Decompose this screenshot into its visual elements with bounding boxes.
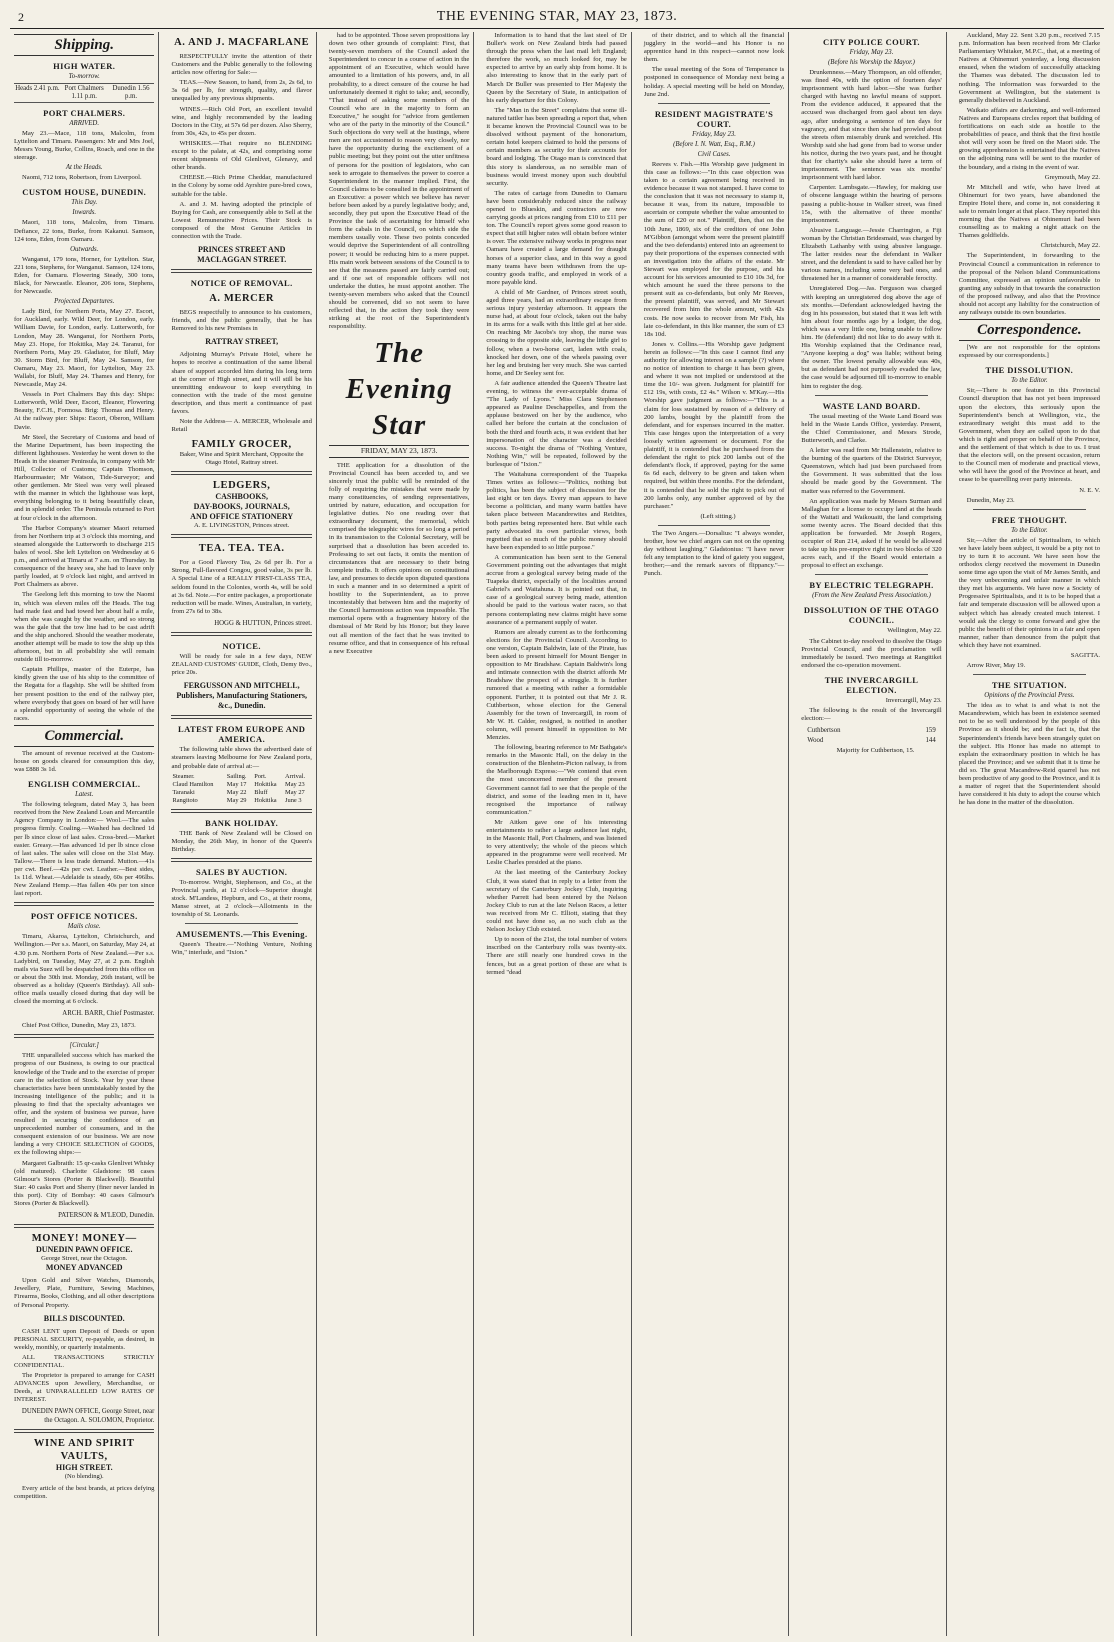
column-1 [10,32,159,1636]
table-cell: Hokitika [254,796,277,804]
wine-advert [14,1437,154,1481]
circular-text: THE unparalleled success which has marked the progress of our Business, is owing to our practical knowledge of the Trade and to the exercise of proper care in the selection of Stock. Year by year these characteristics have been unmistakably tested by the increasing intelligence of the public; and it is pleasing to find that the specialty advantages we offer, and the system of business we pursue, have resulted in securing the confidence of an unprecedented number of consumers, and in the consequent extension of our business. We are now landing a very CHOICE SELECTION of GOODS, ex the following ships:— [14,1052,155,1157]
police-report: Unregistered Dog.—Jas. Ferguson was charged with keeping an unregistered dog above the age of six months.—Defendant acknowledged having the dog in his possession, but stated that it was left with him about four months ago by a lodger, the dog, which was a very little one, being unable to follow him. He (defendant) did not like to do away with it. His Worship explained that the Ordinance read, "Anyone keeping a dog" was liable; without being the owner. The lowest penalty allowable was 40s, but as defendant had not purposely evaded the law, the case would be adjourned till to-morrow to enable him to register the dog. [801,285,942,390]
bank-holiday-heading: BANK HOLIDAY. [205,817,279,828]
whiskies-text: WHISKIES.—That require no BLENDING except to the palate, at 42s, and comprising some recent shipments of Old Glenlivet, Glenavy, and other brands. [171,139,312,172]
stationery-advert [171,479,311,530]
outwards-text: Wanganui, 179 tons, Horner, for Lyttelton. Star, 221 tons, Stephens, for Wanganui. Samson, 124 tons, Eden, for Oamaru. Flowering Steady, 300 tons, Black, for Newcastle. Eleanor, 206 tons, Stephens, for Newcastle. [14,255,155,296]
commercial-telegram: The following telegram, dated May 3, has been received from the New Zealand Loan and Mercantile Agency Company in London:— Wool.—The sales progress firmly. Coaling.—Washed has declined 1d per lb since close of last sales. Cross-bred.—Market easier. Greasy.—Has advanced 1d per lb since close of last sales. The sales will close on the 31st May. Tallow.—There is less trade demand. Mutton.—41s per cwt. Beef.—42s per cwt. Leather.—Best sides, 1s 11d. Wheat.—Adelaide is steady, 60s per 496lbs. New Zealand Hemp.—Has fallen 40s per ton since last report. [14,801,155,898]
table-row [171,781,311,789]
correspondence-heading: Correspondence. [959,319,1100,341]
cp-before: (Before his Worship the Mayor.) [828,59,915,66]
dissolution-text: The Cabinet to-day resolved to dissolve the Otago Provincial Council, and the proclamation will immediately be issued. Two meetings at Rangitikei endorsed the co-operation movement. [801,637,942,669]
rule [815,395,927,396]
mails-close-label: Mails close. [67,923,101,931]
notice-heading: NOTICE. [222,641,261,652]
confidential-text: ALL TRANSACTIONS STRICTLY CONFIDENTIAL. [14,1353,155,1369]
post-office-heading: POST OFFICE NOTICES. [30,911,138,922]
page-masthead [10,6,1104,29]
table-cell: May 27 [285,788,305,796]
arrived-heading: ARRIVED. [69,120,100,127]
vessels-text: Vessels in Port Chalmers Bay this day: Ships: Lutterworth, Wild Deer, Escort, Eleanor, Flowering Beauty, F.C.H., Formosa. Brig: Thomas and Henry. At the railway pier: Ships: Escort, Oberon, William Davie. [14,391,155,431]
masthead-title: THE EVENING STAR, MAY 23, 1873. [436,9,678,24]
telegram-place: Christchurch, May 22. [1040,242,1101,250]
tide-port-chalmers: Port Chalmers 1.11 p.m. [64,85,104,100]
commercial-heading: Commercial. [14,725,154,747]
divider [14,1034,154,1038]
europe-text: The following table shows the advertised date of steamers leaving Melbourne for New Zealand ports, and probable date of arrival at:— [171,746,312,770]
candidate-votes: 144 [925,737,936,745]
pawn-address: George Street, near the Octagon. [41,1255,128,1263]
police-report: Abusive Language.—Jessie Charrington, a Fiji woman by the Christian Bridesmaid, was charged by Elizabeth Lathanby with using abusive language. The latter resides near the defendant in Walker street, and the defendant is said to have called her by various names, including some very bad ones, and threatened her in a manner of considerable ferocity. [801,226,942,283]
invercargill-heading: THE INVERCARGILL ELECTION. [824,674,919,695]
outwards-heading: Outwards. [70,245,99,253]
table-cell: Taranaki [172,788,195,796]
city-police-heading: CITY POLICE COURT. [823,37,920,47]
customs-guide-text: Will be ready for sale in a few days, NEW ZEALAND CUSTOMS' GUIDE, Cloth, Demy 8vo., price 20s. [171,653,312,677]
court-report: Jones v. Collins.—His Worship gave judgment herein as follows:—"In this case I cannot find any authority for allowing interest on a sample (?) where no notice of intention to charge it has been given, and where it was not implied or understood at the time the 10/- was given. Judgment for plaintiff for £12 19s, with costs, £2 4s." Wilson v. M'Kay.—His Worship gave judgment as follows:—"This is a claim for loss sustained by reason of a delivery of 200 lambs, bought by the plaintiff from the defendant, and for expenses incurred in the matter. This case hinges upon the interpretation of a very loosely written agreement or document. For the plaintiff, it is contended that he purchased from the defendant the right to pick 200 lambs out of the defendant's flock, if approved, paying for the same 6s 6d each, delivery to be given and taken when required, but within three months. For the defendant, it is contended that he sold the right to pick out of 200 lambs only, any number approved of by the purchaser." [643,340,785,510]
no-blending: (No blending). [64,1472,104,1480]
hogg-signature: HOGG & HUTTON, Princes street. [214,619,312,627]
rule [973,509,1086,510]
shipping-heading: Shipping. [14,34,154,56]
custom-house-heading: CUSTOM HOUSE, DUNEDIN. [22,187,147,198]
amusements-heading: AMUSEMENTS.—This Evening. [175,929,308,940]
news-paragraph: Up to noon of the 21st, the total number of voters inscribed on the Canterbury rolls was twenty-six. There are still nearly one hundred cows in the fences, but as a great portion of these are what is termed "dead [486,936,627,976]
column-2 [167,32,316,1636]
news-paragraph: The Waitahuna correspondent of the Tuapeka Times writes as follows:—"Politics, nothing but politics, has been the subject of discussion for the last eight or ten days. Every man appears to have become a politician, and many warm battles have taken place between Macandrewites and Reidites, both parties being represented here. But while each party advocated its own particular views, both regretted that so much of the public money should have been expended to so little purpose." [486,470,627,551]
telegram-text: Waikato affairs are darkening, and well-informed Natives and Europeans circles report that building of fortifications on each side as hostile to the probabilities of peace, and think that the first hostile shot will very soon be fired on the Maori side. The growing apprehension is entertained that the Natives on the adjoining runs will be sent to the murder of the boundary, and a rising in the event of war. [958,106,1101,171]
latest-europe-heading: LATEST FROM EUROPE AND AMERICA. [178,724,306,745]
rule [658,103,770,104]
opinions-heading: Opinions of the Provincial Press. [984,692,1075,700]
fergusson-mitchell: FERGUSSON AND MITCHELL, Publishers, Manufacturing Stationers, &c., Dunedin. [176,681,308,711]
situation-text: The idea as to what is and what is not the Macandrewism, which has been in existence seemed not to be so well understood by the people of this Province as it should be; and the fact is, that the Superintendent's friends have been strangely quiet on the subject. His Honor has made no attempt to explain the extraordinary position in which he has placed the Province; and we submit that it is time he did so. The great Macandrew-Reid quarrel has not been productive of any good to the Province, and it is a matter of regret that the Superintendent should have considered it his duty to adopt the course which he has done in the matter of the dissolution. [958,702,1101,807]
candidate-name: Wood [807,737,824,745]
mercer-text-2: Adjoining Murray's Private Hotel, where he hopes to receive a continuation of the same liberal share of support accorded him during his long term at the corner of High street, and it will still be his unremitting endeavour to keep everything in connection with the trade of the most genuine description, and thus merit a continuance of past favors. [171,351,312,415]
divider [171,269,311,273]
dissolution-heading: DISSOLUTION OF THE OTAGO COUNCIL. [803,605,940,626]
divider [171,809,311,813]
divider [171,715,311,719]
princes-street: PRINCES STREET AND MACLAGGAN STREET. [197,245,287,265]
table-cell: June 3 [285,796,302,804]
steamer-table [171,773,311,805]
projected-text: Lady Bird, for Northern Ports, May 27. Escort, for Auckland, early. Wild Deer, for London, early. William Davie, for London, early. Lutterworth, for London, May 28. Wanganui, for Northern Ports, May 23. Hope, for Hokitika, May 24. Taranui, for Northern Ports, May 29. Gladiator, for Bluff, May 30. Storm Bird, for Bluff, May 24. Samson, for Oamaru, May 23. Maori, for Lyttelton, May 23. Wallabi, for Bluff, May 24. Thames and Henry, for Newcastle, May 24. [14,308,155,389]
waste-land-text: A letter was read from Mr Hallenstein, relative to the burning of the quarters of the District Surveyor, Queenstown, which had just been purchased from the Government. It was submitted that the loss should be made good by the Government. The matter was referred to the Government. [801,447,942,495]
table-cell: Bluff [254,788,268,796]
rm-before: (Before I. N. Watt, Esq., R.M.) [673,140,755,148]
police-report: Drunkenness.—Mary Thompson, an old offender, was fined 40s, with the option of fourteen days' imprisonment with hard labor.—She was further charged with having no lawful means of support. From the evidence adduced, it appeared that the accused was discharged from gaol about ten days ago, after undergoing a sentence of ten days for vagrancy, and that since then she had prowled about the streets often miserably drunk and wretched. His Worship said she had gone from bad to worse under his notice, during the two years past, and he thought that for charity's sake she should have a term of imprisonment. The sentence was six months' imprisonment with hard labor. [801,69,942,182]
letter-text: Sir,—After the article of Spiritualism, to which we have lately been subject, it would be a pity not to try to turn it to account. We have seen how the orthodox clergy received the movement in Dunedin some time ago upon the visit of Mr James Smith, and the very unbecoming and unfair manner in which they met his arguments. We have now a Society of Progressive Spiritualists, and it is to be hoped that a fair and temperate discussion will be allowed upon a subject which has already created much interest. I would ask the clergy to come forward and give the public the benefit of their opinions in a fair and open manner, rather than denounce from the pulpit that which they have not examined. [958,536,1101,649]
civil-cases-heading: Civil Cases. [697,150,731,158]
projected-heading: Projected Departures. [54,298,115,306]
table-header-row [171,773,311,781]
left-sitting: (Left sitting.) [700,512,736,520]
telegram-text: The Superintendent, in forwarding to the Provincial Council a communication in reference to the proposal of the Nelson Island Communications Committee, expressed an opinion unfavorable to granting any subsidy in that towards the construction of the proposed railway, and also that the Province should not accept any liability for the construction of any railways outside its own boundaries. [958,252,1101,317]
teas-text: TEAS.—New Season, to hand, from 2s, 2s 6d, to 3s 6d per lb, for strength, quality, and flavor unequalled by any previous shipments. [171,79,312,103]
tide-heads: Heads 2.41 p.m. [15,85,60,92]
letter-text: Sir,—There is one feature in this Provincial Council disruption that has not yet been impressed upon the electors, this seriously upon the Superintendent's bench at Wellington, viz., the extraordinary weight this must add to the Government, when they are called upon to do that which is right and proper on behalf of the Province, and the settlement of that which is due to us. I trust that the electors will, on the present occasion, return to the Council men of moderate and practical views, who will have the good of the Province at heart, and cease to be quarrelling over party interests. [958,387,1101,484]
inwards-text: Maori, 118 tons, Malcolm, from Timaru. Defiance, 22 tons, Burke, from Kakanui. Samson, 124 tons, Eden, from Oamaru. [14,219,155,243]
table-cell: May 17 [226,780,247,788]
election-results [801,725,941,747]
news-paragraph: A child of Mr Gardner, of Princes street south, aged three years, had an extraordinary escape from serious injury yesterday afternoon. It appears the nurse had, at about four o'clock, taken out the baby in its arms for a walk with this little girl at her side. On reaching Mr Jacobs's toy shop, the nurse was crossing to the opposite side, leaving the little girl to follow, when a two-horse cart, laden with coals, knocked her down, one of the wheels passing over her leg and bruising her very much. She was carried home, and Dr Seeley sent for. [486,288,627,377]
divider [171,534,311,538]
resident-court-heading: RESIDENT MAGISTRATE'S COURT. [654,108,774,129]
candidate-name: Cuthbertson [807,727,841,735]
pawn-text: Upon Gold and Silver Watches, Diamonds, Jewellery, Plate, Furniture, Sewing Machines, Firearms, Books, Clothing, and all other descriptions of Personal Property. [14,1277,155,1309]
news-item: Mr Steel, the Secretary of Customs and head of the Marine Department, has been inspecting the different lighthouses. Yesterday he went down to the Heads in the steamer Peninsula, in company with Mr Hill, Collector of Customs; Captain Thomson, Harbourmaster; Mr Watson, Tide-Surveyor; and other gentlemen. Mr Steel was very well pleased with the manner in which the lighthouse was kept, everything belonging to it being beautifully clean, and in splendid order. The Peninsula returned to Port at four o'clock in the afternoon. [14,433,155,522]
mercer-heading: A. MERCER [209,293,275,305]
table-cell: May 23 [285,780,305,788]
telegraph-source: (From the New Zealand Press Association.) [812,592,931,600]
punch-item: The Two Angers.—Dorsalius: "I always wonder, brother, how we chief angers can not on the opening day without laughing." Gladstonius: "I have never felt any temptation to the kind of gaiety you suggest, brother;—and the remark savors of flippancy."—Punch. [643,529,785,578]
telegraph-heading: BY ELECTRIC TELEGRAPH. [809,580,934,591]
notice-removal-heading: NOTICE OF REMOVAL. [190,278,293,289]
livingston: A. E. LIVINGSTON, Princes street. [193,522,290,530]
page-number: 2 [18,9,25,24]
telegram-text: Auckland, May 22. Sent 3.20 p.m., received 7.15 p.m. Information has been received from Mr Clarke Parliamentary Whitaker, M.P.C., that, at a meeting of Natives at Ohinemuri yesterday, a long discussion ensued, when the wisdom of successfully attacking the Thames was debated. The discussion led to nothing. The information was forwarded to the Government at Wellington, but the statement is generally disbelieved in Auckland. [958,32,1101,104]
port-chalmers-heading: PORT CHALMERS. [43,108,126,118]
waste-land-heading: WASTE LAND BOARD. [822,400,921,411]
mails-text: Timaru, Akaroa, Lyttelton, Christchurch, and Wellington.—Per s.s. Maori, on Saturday, May 24, at 4.30 p.m. Northern Ports of New Zealand.—Per s.s. Ladybird, on Tuesday, May 27, at 2 p.m. English mails via Suez will be despatched from this office on or about the 30th inst. Monday, 26th instant, will be observed as a holiday (Queen's Birthday). All sub-office mails usually closed during that day will be closed the morning at 6 o'clock. [14,933,155,1006]
column-3-top-text: had to be appointed. Those seven propositions lay down two other grounds of complaint: First, that twenty-seven members of the Council asked the Superintendent to concur in a course of action in the appointment of an Executive, which would have amounted to a limitation of his powers, and, in all probability, to a direct censure of the course he had unfortunately deemed it right to take; and, secondly, "That instead of asking some members of the Council who are in the majority to form an Executive," he sought for "advice from gentlemen who are of the party in the minority of the Council." Such objections do very well at the hustings, where men are not accustomed to reason very closely, nor have the opportunity during the excitement of a public meeting; but they point out the utter unfitness of persons for the position of legislators, who can seek to arrogate to themselves the power to coerce a Superintendent in the manner implied. First, the Council claims to be consulted in the appointment of an Executive: a power which we believe has never before been asked by a purely legislative body; and, secondly, they put upon the Executive Head of the Province the task of ascertaining for himself who form the cabals in the Council, on which side the members usually vote. These two points conceded would deprive the Superintendent of all controlling power; it would be reducing him to a mere puppet. His main work between sessions of the Council is to see that the measures passed are fairly carried out; and if one set of responsible officers will not undertake the duties, he must appoint another. The twenty-seven members who asked that the Council should be convened, did so not seem to have reflected that, in the action they took they were striking at the root of the Superintendent's responsibility. [328,32,470,331]
macfarlane-heading: A. AND J. MACFARLANE [174,37,310,48]
mercer-signature: Note the Address— A. MERCER, Wholesale and Retail [171,418,312,434]
proprietor-text: The Proprietor is prepared to arrange for CASH ADVANCES upon Jewellery, Merchandise, or Deeds, at UNPARALLELED LOW RATES OF INTEREST. [14,1372,155,1404]
table-row [171,789,311,797]
bills-discounted: BILLS DISCOUNTED. [43,1313,125,1323]
office-stationery: AND OFFICE STATIONERY [190,512,294,522]
news-item: Captain Phillips, master of the Euterpe, has kindly given the use of his ship to the committee of the Regatta for a flagship. She will be shifted from her present position to the end of the railway pier, where everybody that goes on board of her will have a splendid opportunity of seeing the whole of the races. [14,666,155,722]
invercargill-place: Invercargill, May 23. [885,696,942,704]
news-paragraph: Rumors are already current as to the forthcoming elections for the Provincial Council. According to one version, Captain Baldwin, late of the Pirate, has been asked to present himself for Mount Benger in opposition to Mr Bradshaw. Captain Baldwin's long and intimate connection with the district affords Mr Bradshaw the prospect of a struggle. It is further rumored that a meeting with rather a formidable opponent. Further, it is pointed out that Mr J. R. Cuthbertson, whose election for the General Assembly for the town of Invercargill, in room of Mr W. H. Calder, resigned, is notified in another column, will present himself in opposition to Mr Menzies. [486,628,627,741]
news-item: The Geelong left this morning to tow the Naomi in, which was eleven miles off the Heads. The tug had made fast and had towed her about half a mile, when she was caught by the weather, and so strong was the gale that the tow line had to be cast adrift and the ship anchored. Should the weather moderate, another attempt will be made to tow the ship up this afternoon, but in all probability she will remain outside till to-morrow. [14,591,155,664]
divider [171,858,311,862]
invercargill-text: The following is the result of the Invercargill election:— [801,707,942,723]
cheese-text: CHEESE.—Rich Prime Cheddar, manufactured in the Colony by some odd Ayrshire pure-bred cows, suitable for the table. [171,174,312,198]
news-paragraph: The usual meeting of the Sons of Temperance is postponed in consequence of Monday next being a holiday. A special meeting will be held on Monday, June 2nd. [643,66,785,98]
wine-vaults-heading: WINE AND SPIRIT VAULTS, [33,1437,135,1462]
telegram-place: Greymouth, May 22. [1044,173,1101,181]
news-paragraph: of their district, and to which all the financial jugglery in the world—and his Honor is no apprentice hand in this respect—cannot now look them. [643,32,785,64]
rm-date: Friday, May 23. [692,130,736,138]
free-thought-heading: FREE THOUGHT. [991,514,1067,525]
tea-heading: TEA. TEA. TEA. [198,543,285,555]
column-6 [797,32,946,1636]
bank-text: THE Bank of New Zealand will be Closed on Monday, the 26th May, in honor of the Queen's Birthday. [171,829,312,853]
ships-list: Margaret Galbraith: 15 qr-casks Glenlivet Whisky (old matured). Charlotte Gladstone: 98 cases Gilmour's Stores (Porter & Blackwell). Beautiful Star: 40 casks Port and Sherry (finer never landed in this port). City of Bombay: 40 cases Gilmour's Stores (Porter & Blackwell). [14,1159,155,1208]
dissolution-place: Wellington, May 22. [887,627,942,635]
divider [14,1429,154,1433]
rule [658,525,770,526]
at-heads-text: Naomi, 712 tons, Robertson, from Liverpool. [22,174,142,182]
table-header: Port. [254,772,267,780]
column-5 [640,32,789,1636]
daybooks: DAY-BOOKS, JOURNALS, [193,502,290,512]
tide-dunedin: Dunedin 1.56 p.m. [112,85,150,100]
divider [14,902,154,906]
tea-text: For a Good Flavory Tea, 2s 6d per lb. For a Strong, Full-flavored Congou, good value, 3s per lb. A Special Line of a REALLY FIRST-CLASS TEA, seldom found in the Colonies, worth 4s, will be sold at 3s 6d. Note.—For entire packages, a proportionate reduction will be made. Wines, Australian, in variety, from 27s 6d to 38s. [171,559,312,615]
high-street-heading: HIGH STREET. [55,1462,113,1472]
candidate-votes: 159 [925,727,936,735]
macfarlane-note: A. and J. M. having adopted the principle of Buying for Cash, are consequently able to Sell at the Lowest Remunerative Prices. Their Stock is composed of the Most Genuine Articles in connection with the Trade. [171,200,312,240]
table-cell: May 29 [226,796,247,804]
cash-text: CASH LENT upon Deposit of Deeds or upon PERSONAL SECURITY, re-payable, as desired, in weekly, monthly, or quarterly instalments. [14,1327,155,1351]
mercer-text: BEGS respectfully to announce to his customers, friends, and the public generally, that he has Removed to his new Premises in [171,309,312,333]
cp-date: Friday, May 23. [849,49,894,56]
rule [973,674,1086,675]
police-report: Carpenter. Lambsgate.—Hawley, for making use of obscene language within the hearing of persons passing a public-house in Walker street, was fined 15s, with the alternative of three months' imprisonment. [801,184,942,224]
latest-label: Latest. [75,791,94,799]
arrived-text: May 23.—Mace, 118 tons, Malcolm, from Lyttelton and Timaru. Passengers: Mr and Mrs Joel, Messrs Young, Burke, Collins, Roach, and one in the steerage. [14,130,155,162]
news-paragraph: At the last meeting of the Canterbury Jockey Club, it was stated that in reply to a letter from the secretary of the Canterbury Jockey Club, inquiring whether Parrett had been entered by the Nelson Jockey Club to run at the late Nelson Races, a letter was received from Mr C. Elliott, stating that they could not have done so, as no such club as the Nelson Jockey Club existed. [486,869,627,934]
column-4 [482,32,631,1636]
majority-text: Majority for Cuthbertson, 15. [836,747,915,755]
macfarlane-text: RESPECTFULLY invite the attention of their Customers and the Public generally to the following articles now offering for Sale:— [171,53,312,77]
paterson-signature: PATERSON & M'LEOD, Dunedin. [58,1212,155,1220]
dissolution-letter-heading: THE DISSOLUTION. [985,365,1074,376]
family-grocer: FAMILY GROCER, [191,439,292,451]
sales-auction-heading: SALES BY AUCTION. [196,866,288,877]
this-day-label: This Day. [71,199,98,207]
column-3 [325,32,474,1636]
letter-date: Arrow River, May 19. [966,662,1026,670]
column-7 [955,32,1104,1636]
news-paragraph: The "Man in the Street" complains that some ill-natured tattler has been spreading a report that, when it became known the Provincial Council was to be dissolved without payment of the honorarium, certain hotel keepers claimed to hold the persons of certain members as security for their accounts for board and lodging. The Otago man is convinced that this story is slanderous, as no sensible man of business would invest money upon such doubtful security. [486,106,627,187]
letter-date: Dunedin, May 23. [966,496,1015,504]
newspaper-title: The Evening Star [345,337,453,442]
table-row [171,797,311,805]
newspaper-dateline: FRIDAY, MAY 23, 1873. [329,445,469,457]
ledgers: LEDGERS, [212,480,271,492]
table-cell: Hokitika [254,780,277,788]
mercer-address: Baker, Wine and Spirit Merchant, Opposite the Otago Hotel, Rattray street. [179,451,304,467]
news-paragraph: A communication has been sent to the General Government pointing out the advantages that might accrue from a geological survey being made of the Tuapeka district, especially of the localities around Gabriel's and Waitahuna. It is pointed out that, in case of a geological survey being made, attention should be paid to the various water races, so that persons contemplating new claims might have some assurance of a permanent supply of water. [486,553,627,626]
news-paragraph: Information is to hand that the last steel of Dr Buller's work on New Zealand birds had passed through the press when the last mail left England; therefore the work, so much looked for, may be expected to arrive by an early ship from home. It is also interesting to know that in the early part of March Dr Buller was presented to Her Majesty the Queen by the Secretary of State, in anticipation of his early departure for this Colony. [486,32,627,104]
inwards-heading: Inwards. [72,209,97,217]
english-commercial-heading: ENGLISH COMMERCIAL. [28,779,141,790]
to-editor: To the Editor. [1011,526,1048,534]
post-office-date: Chief Post Office, Dunedin, May 23, 1873. [22,1022,136,1030]
news-paragraph: Mr Aitken gave one of his interesting entertainments to rather a large audience last night, in the Masonic Hall, Port Chalmers, and was listened to very attentively; the whole of the pieces which appeared in the programme were well received. Mr Leslie Charles presided at the piano. [486,818,627,867]
tide-table [14,83,154,103]
table-row [803,737,939,745]
rattray-street: RATTRAY STREET, [205,337,279,347]
wine-text: Every article of the best brands, at prices defying competition. [14,1484,155,1500]
at-heads-heading: At the Heads. [65,164,103,172]
sales-text: To-morrow. Wright, Stephenson, and Co., at the Provincial yards, at 12 o'clock—Superior draught stock. M'Landess, Hepburn, and Co., at their rooms, Manse street, at 2 o'clock—Allotments in the township of St. Leonards. [171,878,312,919]
pawn-signature: DUNEDIN PAWN OFFICE, George Street, near the Octagon. A. SOLOMON, Proprietor. [21,1408,155,1424]
news-paragraph: The rates of cartage from Dunedin to Oamaru have been considerably reduced since the railway opened to Blueskin, and contractors are now carrying goods at prices ranging from £10 to £11 per ton. The Council's report gives some good reason to expect that still higher rates will obtain before winter is over. The extensive railway works in progress near Oamaru have created a large demand for draught horses of a superior class, and in this way a good many teams have been withdrawn from the up-country goods traffic, and employed in work of a more payable kind. [486,189,627,286]
columns [10,32,1104,1636]
pawn-office-heading: DUNEDIN PAWN OFFICE. [35,1245,133,1255]
table-cell: May 22 [226,788,247,796]
news-paragraph: The following, bearing reference to Mr Bathgate's remarks in the Masonic Hall, on the delay in the construction of the Blenheim-Picton railway, is from the Marlborough Express:—"We contend that even the most unconcerned member of the present Government cannot fail to see that the people of the district, and some of the leading men in it, have recognised the importance of railway communication." [486,744,627,816]
situation-heading: THE SITUATION. [991,680,1067,691]
money-advanced: MONEY ADVANCED [45,1263,123,1273]
money-heading: MONEY! MONEY— [31,1233,137,1245]
amusements-text: Queen's Theatre.—"Nothing Venture, Nothing Win," interlude, and "Ixion." [171,941,312,957]
letter-signature: N. E. V. [1079,486,1101,494]
table-cell: Rangitoto [172,796,198,804]
court-report: Reeves v. Fish.—His Worship gave judgment in this case as follows:—"In this case objection was taken to a certain agreement being received in evidence because it was not stamped. I have come to the conclusion that it was not necessary to stamp it, because it was, from its nature, impossible to ascertain or compute whether the value amounted to the sum of £20 or not." Plaintiff, then, that on the 10th June, 1869, six of the creditors of one John M'Gibbon (amongst whom were the present plaintiff and the two defendants) entered into an agreement to pay their proportions of the expenses connected with an investigation into the affairs of the estate. Mr Stewart was employed for the purpose, and his account for his services amounted to £10 10s 3d, for which amount he sued the three persons to the present suit as co-defendants, but only Mr Reeves, the present plaintiff, was served, and Mr Stewart recovered from him the whole amount, with 42s costs. He now seeks to recover from Mr Fish, his late co-defendant, in this like manner, the sum of £3 18s 10d. [643,160,785,338]
pawn-advert [14,1232,154,1273]
divider [171,632,311,636]
table-cell: Claud Hamilton [172,780,214,788]
circular-label: [Circular.] [69,1042,99,1050]
table-header: Steamer. [172,772,195,780]
correspondence-note: [We are not responsible for the opinions expressed by our correspondents.] [958,344,1101,360]
postmaster-signature: ARCH. BARR, Chief Postmaster. [62,1010,155,1018]
cashbooks: CASHBOOKS, [215,492,269,502]
high-water-heading: HIGH WATER. [53,61,116,71]
waste-land-text: An application was made by Messrs Surman and Mallaghan for a license to occupy land at the heads of the Waitati and Waikouaiti, the land comprising some twenty acres. The Board decided that this application be forwarded. Mr Joseph Rogers, occupier of Run 214, asked if he would be allowed to take up his pre-emptive right in two blocks of 320 acres each, and if the Board would entertain a proposal to effect an exchange. [801,497,942,570]
rule [815,574,927,575]
commercial-text: The amount of revenue received at the Custom-house on goods cleared for consumption this day, was £888 3s 1d. [14,749,155,774]
news-item: The Harbor Company's steamer Maori returned from her Northern trip at 3 o'clock this morning, and steamed alongside the Lutterworth to discharge 215 bales of wool. She left Lyttelton on Wednesday at 6 p.m., and arrived at Timaru at 7 a.m. on Thursday. In consequence of the heavy sea, she had to leave only partly loaded, at 9 o'clock last night, and arrived in Port Chalmers as above. [14,524,155,589]
wines-text: WINES.—Rich Old Port, an excellent invalid wine, and highly recommended by the leading Doctors in the City, at 57s 6d per dozen. Also Sherry, from 30s, 42s, to 45s per dozen. [171,105,312,137]
tomorrow-label: To-morrow. [68,73,100,80]
telegram-text: Mr Mitchell and wife, who have lived at Ohinemuri for two years, have abandoned the Empire Hotel there, and come in, not considering it safe to remain longer at that place. They reported this morning that the Natives at Ohinemuri had been counselling as to making a night attack on the Thames goldfields. [958,183,1101,240]
table-header: Sailing. [226,772,247,780]
news-paragraph: A fair audience attended the Queen's Theatre last evening, to witness the ever-acceptable drama of "The Lady of Lyons." Miss Clara Stephenson appeared as Pauline Deschappelles, and from the applause bestowed on her by the audience, who called her before the curtain at the conclusion of both the third and fourth acts, it was evident that her impersonation of the character was a decided success. To-night the drama of "Nothing Venture, Nothing Win," will be repeated, followed by the burlesque of "Ixion." [486,379,627,468]
divider [14,1224,154,1228]
rule [185,923,297,924]
table-header: Arrival. [285,772,306,780]
divider [171,471,311,475]
leader-article: THE application for a dissolution of the Provincial Council has been acceded to, and we sincerely trust the public will be reminded of the folly of requiring the mistakes that were made by many constituencies, of sending representatives, untried by nature, education, and occupation for legislative duties. No one reading over that extraordinary document, the memorial, which comprised the telegraphic wires for so long a period in its transmission to the Colonial Secretary, will be surprised that a dissolution has been acceded to. Professing to set out facts, it omits the mention of circumstances that are necessary to their being complete truths. It offers opinions on constitutional law, and presumes to decide upon disputed questions in such a manner and in so determined a spirit of hostility to the Superintendent, as to prove incontestably that between him and the majority of the Council harmonious action was impossible. The memorial opens with a fragmentary history of the dismissal of Mr Reid by his Honor; but they leave out all mention of the fact that he was invited to resume office, and that in consequence of his refusal a new Executive [328,461,470,655]
letter-signature: SAGITTA. [1070,652,1101,659]
waste-land-text: The usual meeting of the Waste Land Board was held in the Waste Lands Office, yesterday. Present, the Chief Commissioner, and Messrs Strode, Butterworth, and Clarke. [801,412,942,444]
to-editor: To the Editor. [1011,377,1048,385]
table-row [803,727,939,735]
